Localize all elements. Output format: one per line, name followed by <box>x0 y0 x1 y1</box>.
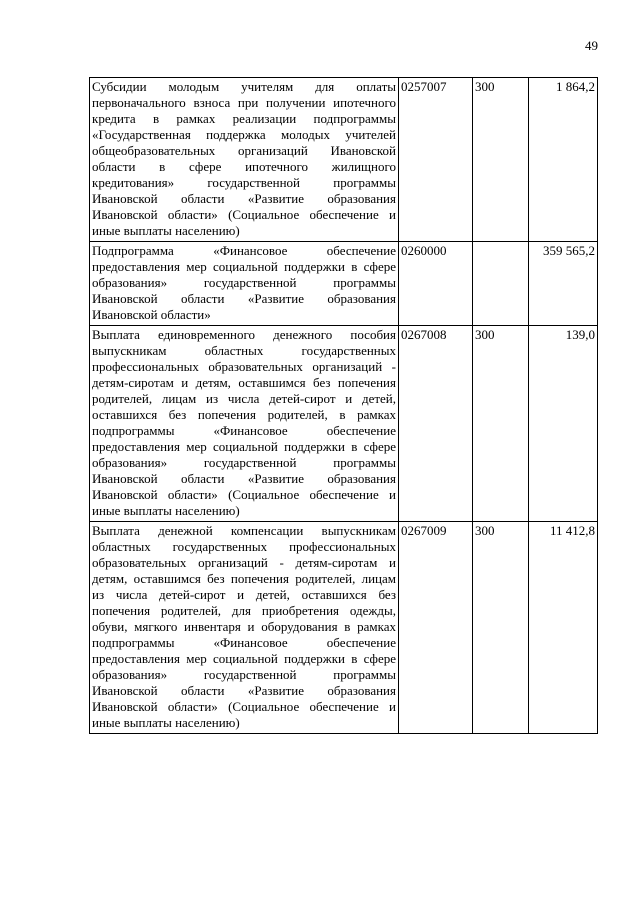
row-target-code: 0260000 <box>399 242 473 326</box>
page-number: 49 <box>585 38 598 53</box>
row-sum: 359 565,2 <box>529 242 598 326</box>
row-target-code: 0267009 <box>399 522 473 734</box>
row-name: Субсидии молодым учителям для оплаты первоначального взноса при получении ипотечного кредита в рамках реализации подпрограммы «Государственная поддержка молодых учителей общеобразовательных организаций Ивановской области в сфере ипотечного жилищного кредитования» государственной программы Ивановской области «Развитие образования Ивановской области» (Социальное обеспечение и иные выплаты населению) <box>90 78 399 242</box>
row-expense-type: 300 <box>473 522 529 734</box>
row-expense-type <box>473 242 529 326</box>
row-name: Выплата денежной компенсации выпускникам областных государственных профессиональных образовательных организаций - детям-сиротам и детям, оставшимся без попечения родителей, лицам из числа детей-сирот и детей, оставшихся без попечения родителей, для приобретения одежды, обуви, мягкого инвентаря и оборудования в рамках подпрограммы «Финансовое обеспечение предоставления мер социальной поддержки в сфере образования» государственной программы Ивановской области «Развитие образования Ивановской области» (Социальное обеспечение и иные выплаты населению) <box>90 522 399 734</box>
row-name: Выплата единовременного денежного пособия выпускникам областных государственных профессиональных образовательных организаций - детям-сиротам и детям, оставшимся без попечения родителей, лицам из числа детей-сирот и детей, оставшихся без попечения родителей, в рамках подпрограммы «Финансовое обеспечение предоставления мер социальной поддержки в сфере образования» государственной программы Ивановской области «Развитие образования Ивановской области» (Социальное обеспечение и иные выплаты населению) <box>90 326 399 522</box>
row-expense-type: 300 <box>473 326 529 522</box>
table-row <box>90 242 598 326</box>
row-name: Подпрограмма «Финансовое обеспечение предоставления мер социальной поддержки в сфере образования» государственной программы Ивановской области «Развитие образования Ивановской области» <box>90 242 399 326</box>
row-sum: 139,0 <box>529 326 598 522</box>
budget-table <box>89 77 598 734</box>
table-row <box>90 326 598 522</box>
table-row <box>90 78 598 242</box>
row-sum: 1 864,2 <box>529 78 598 242</box>
row-expense-type: 300 <box>473 78 529 242</box>
table-row <box>90 522 598 734</box>
row-target-code: 0257007 <box>399 78 473 242</box>
row-target-code: 0267008 <box>399 326 473 522</box>
row-sum: 11 412,8 <box>529 522 598 734</box>
